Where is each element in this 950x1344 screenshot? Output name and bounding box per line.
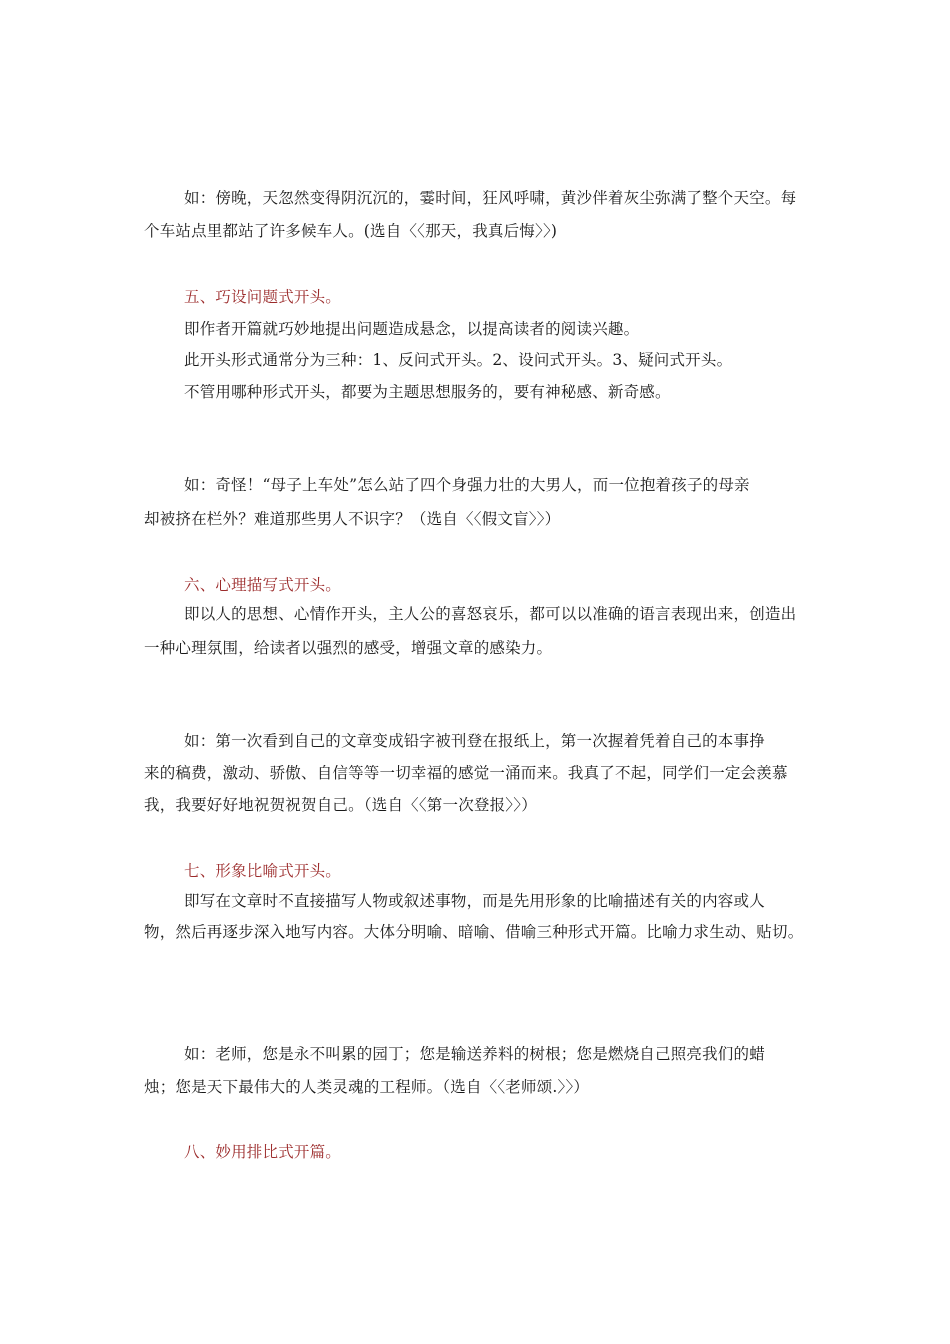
text-line: 如：老师，您是永不叫累的园丁；您是输送养料的树根；您是燃烧自己照亮我们的蜡 <box>184 1045 765 1063</box>
text-line: 不管用哪种形式开头，都要为主题思想服务的，要有神秘感、新奇感。 <box>184 383 671 401</box>
section-heading: 八、妙用排比式开篇。 <box>184 1143 342 1161</box>
text-line: 一种心理氛围，给读者以强烈的感受，增强文章的感染力。 <box>144 639 553 657</box>
section-heading: 七、形象比喻式开头。 <box>184 862 342 880</box>
section-heading: 六、心理描写式开头。 <box>184 576 342 594</box>
text-line: 烛；您是天下最伟大的人类灵魂的工程师。（选自〈〈老师颂.〉〉） <box>144 1078 590 1096</box>
text-line: 却被挤在栏外？难道那些男人不识字？（选自〈〈假文盲〉〉） <box>144 510 561 528</box>
text-line: 如：傍晚，天忽然变得阴沉沉的，霎时间，狂风呼啸，黄沙伴着灰尘弥满了整个天空。每 <box>184 189 797 207</box>
text-line: 物，然后再逐步深入地写内容。大体分明喻、暗喻、借喻三种形式开篇。比喻力求生动、贴切。 <box>144 923 804 941</box>
text-line: 如：奇怪！“母子上车处”怎么站了四个身强力壮的大男人，而一位抱着孩子的母亲 <box>184 476 750 494</box>
section-heading: 五、巧设问题式开头。 <box>184 288 342 306</box>
text-line: 此开头形式通常分为三种：1、反问式开头。2、设问式开头。3、疑问式开头。 <box>184 351 733 369</box>
text-line: 即作者开篇就巧妙地提出问题造成悬念，以提高读者的阅读兴趣。 <box>184 320 640 338</box>
text-line: 我，我要好好地祝贺祝贺自己。（选自〈〈第一次登报〉〉） <box>144 796 537 814</box>
text-line: 即以人的思想、心情作开头，主人公的喜怒哀乐，都可以以准确的语言表现出来，创造出 <box>184 605 797 623</box>
text-line: 个车站点里都站了许多候车人。(选自〈〈那天，我真后悔〉〉) <box>144 222 558 240</box>
text-line: 即写在文章时不直接描写人物或叙述事物，而是先用形象的比喻描述有关的内容或人 <box>184 892 765 910</box>
text-line: 如：第一次看到自己的文章变成铅字被刊登在报纸上，第一次握着凭着自己的本事挣 <box>184 732 765 750</box>
text-line: 来的稿费，激动、骄傲、自信等等一切幸福的感觉一涌而来。我真了不起，同学们一定会羡慕 <box>144 764 788 782</box>
